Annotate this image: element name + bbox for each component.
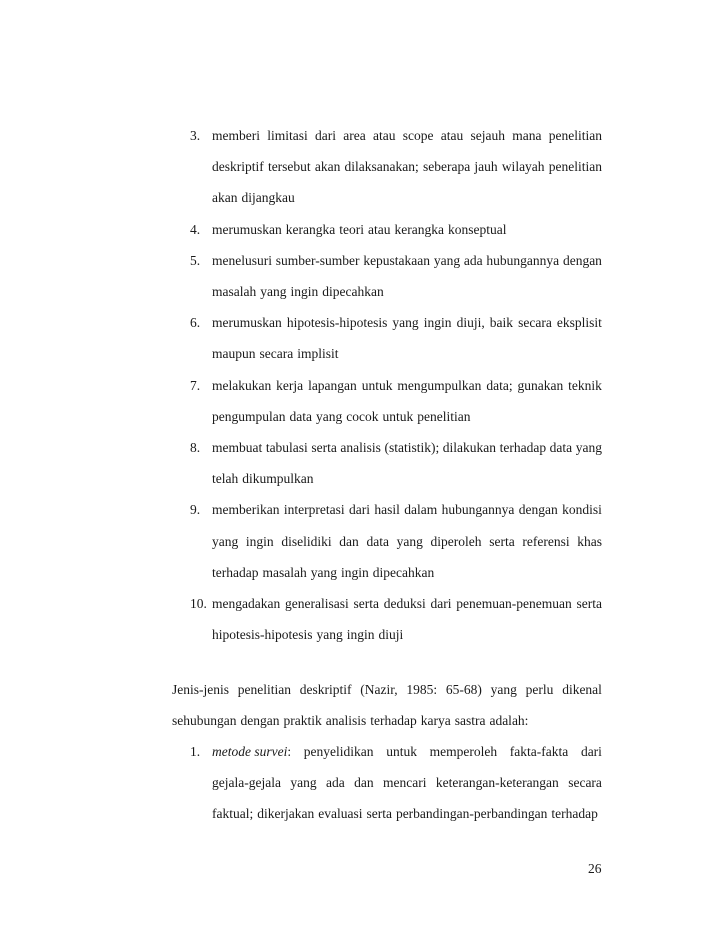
- paragraph-line: Jenis-jenis penelitian deskriptif (Nazir, 1985: 65-68) yang perlu dikenal: [172, 682, 602, 697]
- list-item-line: memberikan interpretasi dari hasil dalam hubungannya dengan kondisi: [212, 502, 602, 518]
- list-item-number: 8.: [190, 440, 201, 456]
- list-item-line: deskriptif tersebut akan dilaksanakan; seberapa jauh wilayah penelitian: [212, 159, 602, 175]
- list-item-line: yang ingin diselidiki dan data yang diperoleh serta referensi khas: [212, 533, 602, 549]
- list-item: [0, 307, 728, 369]
- list-item-line: hipotesis-hipotesis yang ingin diuji: [212, 627, 404, 643]
- paragraph-line: sehubungan dengan praktik analisis terhadap karya sastra adalah:: [172, 713, 529, 729]
- list-item-line: merumuskan hipotesis-hipotesis yang ingin diuji, baik secara eksplisit: [212, 315, 602, 331]
- list-item-number: 4.: [190, 221, 201, 237]
- paragraph: [172, 674, 602, 736]
- list-item: [0, 245, 728, 307]
- list-item-line: merumuskan kerangka teori atau kerangka konseptual: [212, 221, 507, 237]
- list-item: [0, 588, 728, 650]
- numbered-list-2: [0, 736, 728, 830]
- page-number: 26: [588, 861, 602, 876]
- list-item-number: 6.: [190, 315, 201, 331]
- list-item-line: akan dijangkau: [212, 190, 295, 206]
- list-item-number: 5.: [190, 252, 201, 268]
- list-item: [0, 120, 728, 214]
- list-item-line: gejala-gejala yang ada dan mencari keterangan-keterangan secara: [212, 775, 602, 791]
- list-item-line: terhadap masalah yang ingin dipecahkan: [212, 564, 435, 580]
- list-item-line: metode survei: penyelidikan untuk memperoleh fakta-fakta dari: [212, 744, 602, 759]
- list-item-number: 1.: [190, 744, 201, 759]
- list-item: [0, 370, 728, 432]
- list-item-line: memberi limitasi dari area atau scope atau sejauh mana penelitian: [212, 128, 602, 143]
- numbered-list: [0, 120, 728, 650]
- list-item-line: masalah yang ingin dipecahkan: [212, 284, 384, 300]
- list-item-line: menelusuri sumber-sumber kepustakaan yang ada hubungannya dengan: [212, 252, 602, 268]
- list-item: [0, 432, 728, 494]
- list-item-number: 10.: [190, 596, 207, 612]
- list-item: [0, 736, 728, 830]
- list-item-line: mengadakan generalisasi serta deduksi dari penemuan-penemuan serta: [212, 596, 602, 612]
- list-item-line: maupun secara implisit: [212, 346, 339, 362]
- list-item-line: pengumpulan data yang cocok untuk penelitian: [212, 408, 471, 424]
- list-item-number: 9.: [190, 502, 201, 518]
- list-item-line: membuat tabulasi serta analisis (statistik); dilakukan terhadap data yang: [212, 440, 602, 456]
- list-item-number: 7.: [190, 377, 201, 393]
- list-item-number: 3.: [190, 128, 201, 143]
- list-item-term: metode survei: [212, 744, 288, 759]
- list-item-line: telah dikumpulkan: [212, 471, 314, 487]
- list-item: [0, 214, 728, 245]
- list-item: [0, 494, 728, 588]
- list-item-line: melakukan kerja lapangan untuk mengumpulkan data; gunakan teknik: [212, 377, 602, 393]
- list-item-line: faktual; dikerjakan evaluasi serta perbandingan-perbandingan terhadap: [212, 806, 598, 822]
